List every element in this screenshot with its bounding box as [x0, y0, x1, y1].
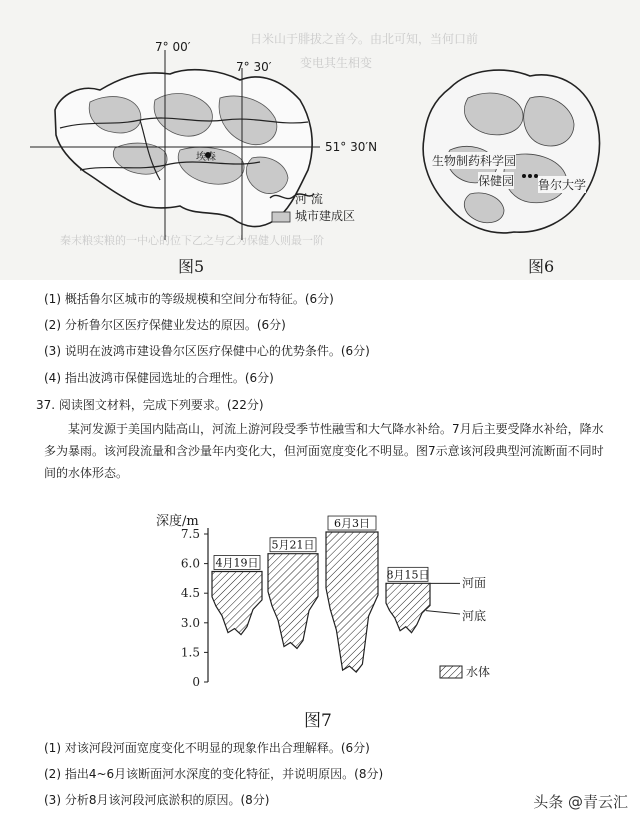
question-36-3: (3) 说明在波鸿市建设鲁尔区医疗保健中心的优势条件。(6分) — [44, 344, 370, 358]
fig6-institute-label: 生物制药科学园 — [432, 154, 517, 168]
fig7-y-tick-label: 4.5 — [180, 586, 200, 601]
fig5-lat: 51° 30′N — [325, 140, 378, 154]
fig7-legend-swatch — [440, 666, 462, 678]
fig5-city-label: 埃森 — [196, 152, 216, 163]
bleed-text-3: 秦末粮实粮的一中心的位下乙之与乙为保健人则最一阶 — [60, 234, 324, 247]
fig7-caption: 图7 — [304, 711, 332, 731]
fig7-y-tick-label: 0 — [192, 675, 200, 689]
fig7-y-tick-label: 1.5 — [180, 645, 200, 660]
fig7-section-2 — [268, 554, 318, 649]
fig7-label-bed: 河底 — [462, 609, 487, 623]
fig5-region-outline — [55, 70, 312, 227]
fig7-date-label: 4月19日 — [215, 556, 259, 570]
fig5-lon1: 7° 00′ — [155, 40, 191, 54]
fig6-garden-label: 保健园 — [478, 174, 515, 188]
legend-urban-label: 城市建成区 — [295, 209, 356, 223]
fig7-axis — [181, 527, 208, 689]
fig7-chart — [150, 502, 510, 732]
question-37-1: (1) 对该河段河面宽度变化不明显的现象作出合理解释。(6分) — [44, 741, 370, 755]
fig7-label-surface: 河面 — [462, 576, 487, 590]
question-37-3: (3) 分析8月该河段河底淤积的原因。(8分) — [44, 793, 270, 807]
fig7-y-tick-label: 7.5 — [180, 527, 200, 541]
question-37-passage: 某河发源于美国内陆高山，河流上游河段受季节性融雪和大气降水补给。7月后主要受降水补给，降水多为暴雨。该河段流量和含沙量年内变化大，但河面宽度变化不明显。图7示意该河段典型河流断面不同时间的水体形态。 — [44, 422, 604, 480]
fig6-caption: 图6 — [528, 257, 555, 276]
fig7-legend-label: 水体 — [466, 665, 491, 679]
fig6-university-label: 鲁尔大学 — [538, 178, 587, 192]
fig7-ylabel: 深度/m — [156, 514, 199, 529]
fig7-date-label: 6月3日 — [334, 517, 370, 531]
fig7-date-label: 5月21日 — [271, 538, 315, 552]
fig7-date-label: 8月15日 — [386, 568, 430, 582]
bleed-text-2: 变电其生相变 — [300, 56, 373, 70]
fig7-y-tick-label: 3.0 — [180, 615, 200, 630]
watermark: 头条 @青云汇 — [533, 793, 628, 811]
question-36-4: (4) 指出波鸿市保健园选址的合理性。(6分) — [44, 371, 274, 385]
fig7-bed-pointer — [426, 611, 460, 614]
bleed-text-1: 日米山于腓拔之首今。由北可知，当何口前 — [250, 32, 479, 46]
question-37-2: (2) 指出4~6月该断面河水深度的变化特征，并说明原因。(8分) — [44, 767, 384, 781]
fig7-section-1 — [212, 572, 262, 635]
question-36-1: (1) 概括鲁尔区城市的等级规模和空间分布特征。(6分) — [44, 292, 334, 306]
legend-urban-swatch — [272, 212, 290, 222]
fig7-y-tick-label: 6.0 — [180, 556, 200, 571]
fig7-section-4 — [386, 583, 430, 632]
legend-river-label: 河 流 — [295, 192, 323, 206]
fig7-section-3 — [326, 532, 378, 672]
fig7-bars — [212, 532, 430, 672]
question-36-2: (2) 分析鲁尔区医疗保健业发达的原因。(6分) — [44, 318, 286, 332]
fig5-lon2: 7° 30′ — [236, 60, 272, 74]
fig5-caption: 图5 — [178, 257, 205, 276]
question-37-title: 37. 阅读图文材料，完成下列要求。(22分) — [36, 398, 264, 412]
